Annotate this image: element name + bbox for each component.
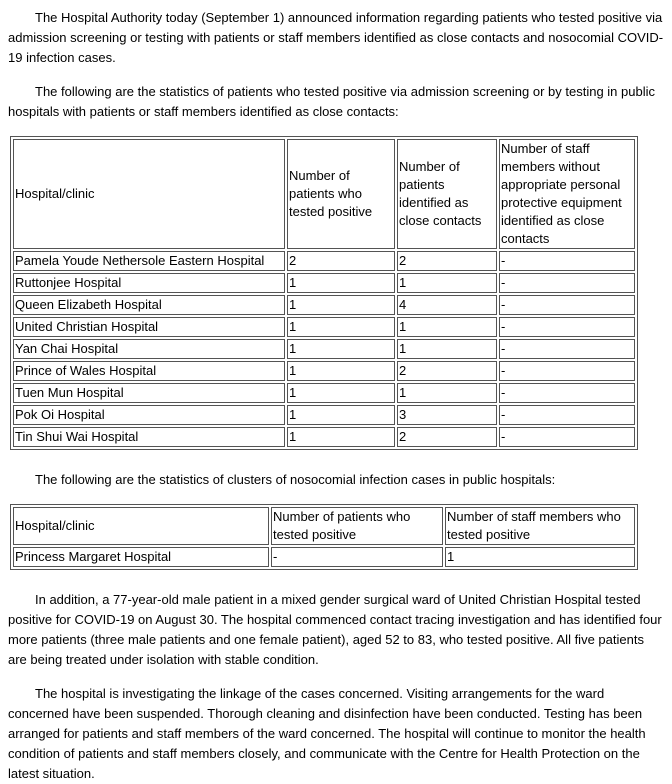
table-cell: - xyxy=(499,361,635,381)
table-cell: 1 xyxy=(287,427,395,447)
table-cell: 1 xyxy=(397,317,497,337)
table-cell: - xyxy=(499,405,635,425)
nosocomial-table-lead-paragraph: The following are the statistics of clusters of nosocomial infection cases in public hospitals: xyxy=(35,472,556,487)
table-cell: - xyxy=(271,547,443,567)
table-row xyxy=(13,339,635,359)
table-cell: 1 xyxy=(287,405,395,425)
table-cell: Pok Oi Hospital xyxy=(13,405,285,425)
table-cell: 4 xyxy=(397,295,497,315)
column-header-cell: Hospital/clinic xyxy=(13,139,285,249)
table-cell: 1 xyxy=(445,547,635,567)
table-cell: - xyxy=(499,273,635,293)
table-cell: 1 xyxy=(287,295,395,315)
table-row xyxy=(13,273,635,293)
closing-paragraph: The hospital is investigating the linkage of the cases concerned. Visiting arrangements for the ward concerned have been suspended. Thorough cleaning and disinfection have been conducted. Testing has been arranged for patients and staff members of the ward concerned. The hospital will continue to monitor the health condition of patients and staff members closely, and communicate with the Centre for Health Protection on the latest situation. xyxy=(8,686,646,781)
table-cell: 2 xyxy=(397,361,497,381)
additional-case-paragraph: In addition, a 77-year-old male patient in a mixed gender surgical ward of United Christian Hospital tested positive for COVID-19 on August 30. The hospital commenced contact tracing investigation and has identified four more patients (three male patients and one female patient), aged 52 to 83, who tested positive. All five patients are being treated under isolation with stable condition. xyxy=(8,592,662,667)
table-cell: 1 xyxy=(287,383,395,403)
table-cell: Princess Margaret Hospital xyxy=(13,547,269,567)
table-cell: 1 xyxy=(287,361,395,381)
table-cell: - xyxy=(499,251,635,271)
table-cell: - xyxy=(499,295,635,315)
table-cell: United Christian Hospital xyxy=(13,317,285,337)
table-cell: Pamela Youde Nethersole Eastern Hospital xyxy=(13,251,285,271)
table-row xyxy=(13,547,635,567)
nosocomial-clusters-table-body xyxy=(13,507,635,567)
table-cell: Yan Chai Hospital xyxy=(13,339,285,359)
table-row xyxy=(13,251,635,271)
table-cell: - xyxy=(499,317,635,337)
table-cell: 1 xyxy=(287,317,395,337)
nosocomial-clusters-table xyxy=(10,504,638,570)
table-cell: Queen Elizabeth Hospital xyxy=(13,295,285,315)
table-cell: - xyxy=(499,383,635,403)
table-row xyxy=(13,295,635,315)
table-header-row xyxy=(13,139,635,249)
table-cell: 2 xyxy=(397,427,497,447)
table-cell: - xyxy=(499,427,635,447)
table-cell: Ruttonjee Hospital xyxy=(13,273,285,293)
table-cell: Tin Shui Wai Hospital xyxy=(13,427,285,447)
column-header-cell: Number of staff members who tested positive xyxy=(445,507,635,545)
intro-paragraph: The Hospital Authority today (September 1) announced information regarding patients who tested positive via admission screening or testing with patients or staff members identified as close contacts and nosocomial COVID-19 infection cases. xyxy=(8,10,664,65)
column-header-cell: Number of patients identified as close contacts xyxy=(397,139,497,249)
table-cell: 1 xyxy=(397,273,497,293)
column-header-cell: Hospital/clinic xyxy=(13,507,269,545)
table-cell: 1 xyxy=(287,273,395,293)
table-row xyxy=(13,317,635,337)
admission-screening-table-body xyxy=(13,139,635,447)
table-header-row xyxy=(13,507,635,545)
table-cell: - xyxy=(499,339,635,359)
table-row xyxy=(13,361,635,381)
table-row xyxy=(13,405,635,425)
admission-screening-table xyxy=(10,136,638,450)
table-cell: 2 xyxy=(397,251,497,271)
column-header-cell: Number of staff members without appropriate personal protective equipment identified as close contacts xyxy=(499,139,635,249)
column-header-cell: Number of patients who tested positive xyxy=(287,139,395,249)
table-row xyxy=(13,383,635,403)
table-cell: 1 xyxy=(397,339,497,359)
table-cell: 1 xyxy=(287,339,395,359)
table-cell: 1 xyxy=(397,383,497,403)
table-row xyxy=(13,427,635,447)
table-cell: Tuen Mun Hospital xyxy=(13,383,285,403)
admission-table-lead-paragraph: The following are the statistics of patients who tested positive via admission screening or by testing in public hospitals with patients or staff members identified as close contacts: xyxy=(8,84,655,119)
table-cell: Prince of Wales Hospital xyxy=(13,361,285,381)
column-header-cell: Number of patients who tested positive xyxy=(271,507,443,545)
table-cell: 2 xyxy=(287,251,395,271)
table-cell: 3 xyxy=(397,405,497,425)
